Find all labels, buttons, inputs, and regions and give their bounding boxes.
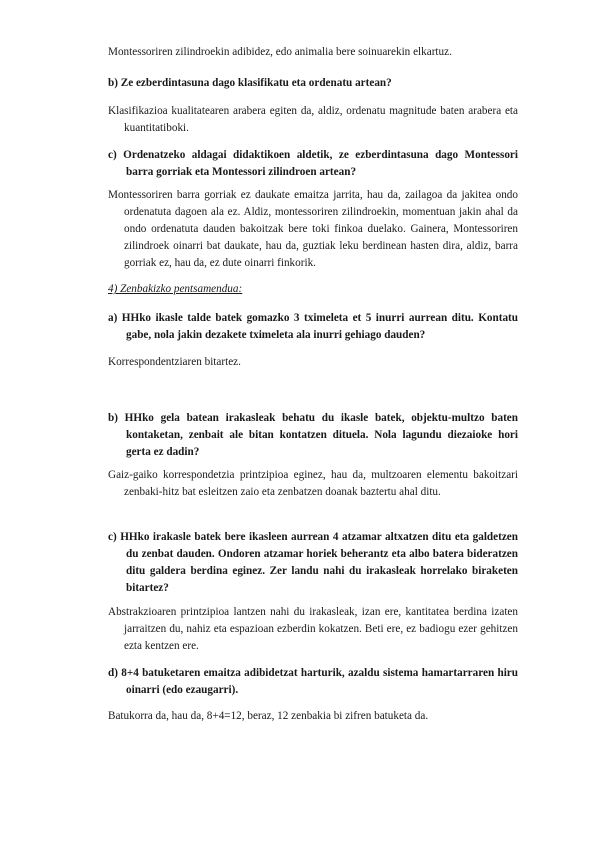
answer-d-decimal: Batukorra da, hau da, 8+4=12, beraz, 12 zenbakia bi zifren batuketa da. — [108, 710, 429, 722]
question-c-montessori: c) Ordenatzeko aldagai didaktikoen aldetik, ze ezberdintasuna dago Montessori barra gorriak eta Montessori zilindroen artean? — [108, 149, 518, 178]
question-c-fingers: c) HHko irakasle batek bere ikasleen aurrean 4 atzamar altxatzen ditu eta galdetzen du zenbat dauden. Ondoren atzamar horiek beherantz eta albo batera bideratzen ditu galdera berdina eginez. Zer landu nahi du irakasleak horrelako biraketen bitartez? — [108, 531, 518, 594]
question-b-counting: b) HHko gela batean irakasleak behatu du ikasle batek, objektu-multzo baten kontaketan, zenbait ale bitan kontatzen dituela. Nola lagundu diezaioke hori gerta ez dadin? — [108, 412, 518, 458]
paragraph-intro: Montessoriren zilindroekin adibidez, edo animalia bere soinuarekin elkartuz. — [108, 46, 452, 58]
answer-c-fingers: Abstrakzioaren printzipioa lantzen nahi du irakasleak, izan ere, kantitatea berdina izaten jarraitzen du, nahiz eta espazioan ezberdin kokatzen. Beti ere, ez badiogu ezer gehitzen ezta kentzen ere. — [108, 606, 518, 652]
section-heading-4: 4) Zenbakizko pentsamendua: — [108, 283, 243, 295]
question-a-numbers: a) HHko ikasle talde batek gomazko 3 tximeleta et 5 inurri aurrean ditu. Kontatu gabe, nola jakin dezakete tximeleta ala inurri gehiago dauden? — [108, 312, 518, 341]
question-b-classification: b) Ze ezberdintasuna dago klasifikatu eta ordenatu artean? — [108, 77, 392, 89]
question-d-decimal: d) 8+4 batuketaren emaitza adibidetzat harturik, azaldu sistema hamartarraren hiru oinarri (edo ezaugarri). — [108, 667, 518, 696]
answer-a-numbers: Korrespondentziaren bitartez. — [108, 356, 241, 368]
answer-b-classification: Klasifikazioa kualitatearen arabera egiten da, aldiz, ordenatu magnitude baten arabera eta kuantitatiboki. — [108, 105, 518, 134]
answer-c-montessori: Montessoriren barra gorriak ez daukate emaitza jarrita, hau da, zailagoa da jakitea ondo ordenatuta dagoen ala ez. Aldiz, montessoriren zilindroekin, momentuan jakin ahal da ondo ordenatuta dauden bakoitzak bere toki finkoa duelako. Gainera, Montessoriren zilindroek oinarri bat daukate, hau da, guztiak leku berdinean hasten dira, aldiz, barra gorriak ez, hau da, ez dute oinarri finkorik. — [108, 189, 518, 269]
answer-b-counting: Gaiz-gaiko korrespondetzia printzipioa eginez, hau da, multzoaren elementu bakoitzari zenbaki-hitz bat esleitzen zaio eta zenbatzen doanak baztertu ahal ditu. — [108, 469, 518, 498]
